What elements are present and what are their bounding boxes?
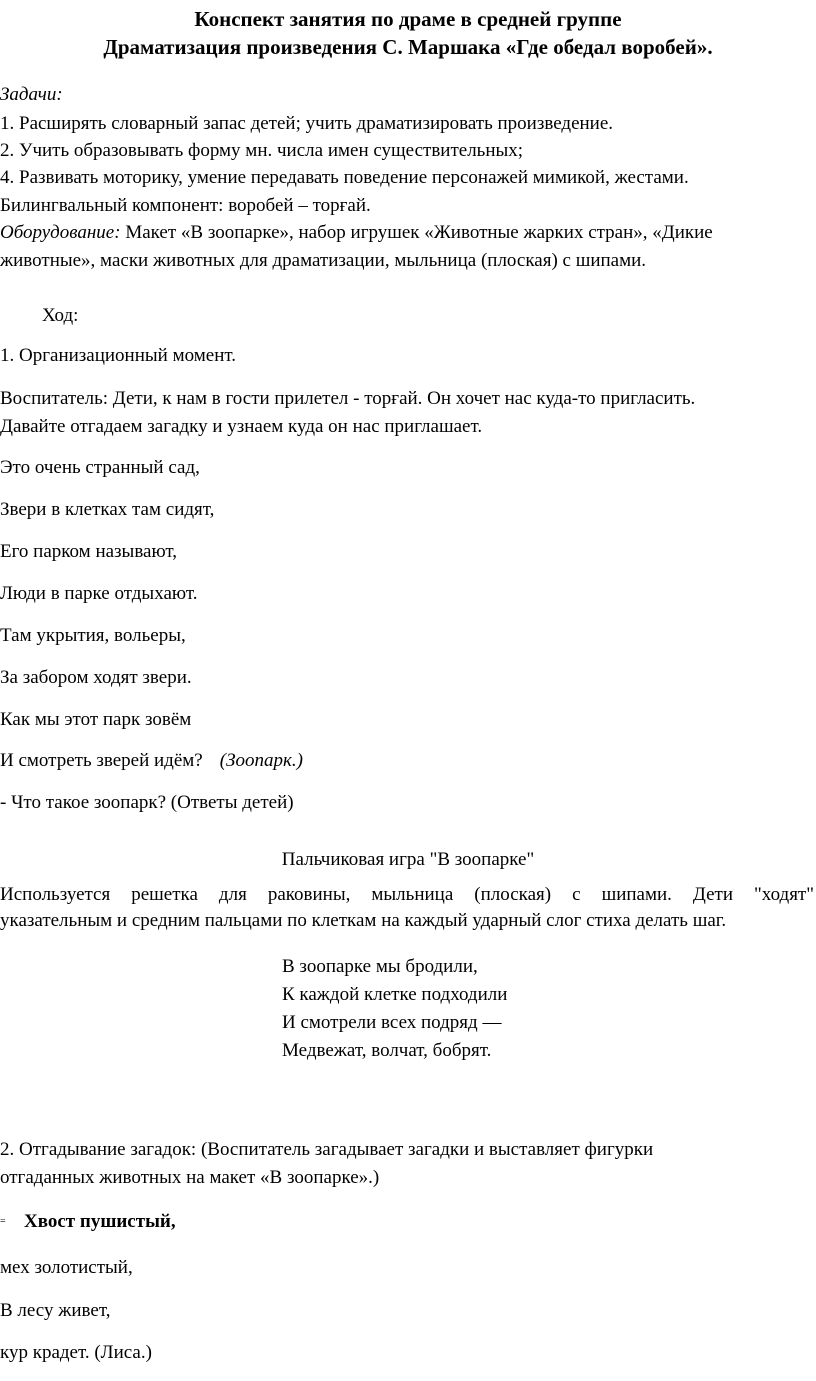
riddle-answer: (Зоопарк.) (219, 750, 303, 771)
document-title-line-1: Конспект занятия по драме в средней группе (194, 7, 622, 31)
riddle-line: За забором ходят звери. (0, 667, 192, 688)
teacher-line-2: Давайте отгадаем загадку и узнаем куда он нас приглашает. (0, 416, 483, 437)
riddle-line: Его парком называют, (0, 541, 178, 562)
finger-game-description-line-2: указательным и средним пальцами по клеткам на каждый ударный слог стиха делать шаг. (0, 910, 727, 931)
riddle-line: Звери в клетках там сидят, (0, 499, 215, 520)
section-1-heading: 1. Организационный момент. (0, 345, 236, 366)
riddle-2-line: мех золотистый, (0, 1257, 133, 1278)
riddle-last-line (0, 747, 303, 774)
task-item-1: 1. Расширять словарный запас детей; учить драматизировать произведение. (0, 113, 614, 134)
finger-game-title: Пальчиковая игра "В зоопарке" (281, 849, 535, 870)
tasks-label: Задачи: (0, 84, 63, 105)
task-item-2: 2. Учить образовывать форму мн. числа имен существительных; (0, 140, 524, 161)
riddle-2-line: кур крадет. (Лиса.) (0, 1342, 152, 1363)
poem-line: В зоопарке мы бродили, (282, 956, 478, 977)
riddle-2-first-text: Хвост пушистый, (24, 1211, 176, 1232)
riddle-line: Как мы этот парк зовём (0, 709, 192, 730)
riddle-2-line: В лесу живет, (0, 1300, 111, 1321)
bilingual-component: Билингвальный компонент: воробей – торғай. (0, 195, 371, 216)
section-2-line-1: 2. Отгадывание загадок: (Воспитатель загадывает загадки и выставляет фигурки (0, 1139, 654, 1160)
riddle-line: Люди в парке отдыхают. (0, 583, 198, 604)
finger-game-description-line-1: Используется решетка для раковины, мыльница (плоская) с шипами. Дети "ходят" (0, 884, 814, 905)
task-item-4: 4. Развивать моторику, умение передавать поведение персонажей мимикой, жестами. (0, 167, 689, 188)
document-title-line-2: Драматизация произведения С. Маршака «Где обедал воробей». (103, 35, 713, 59)
equipment-text: Макет «В зоопарке», набор игрушек «Животные жарких стран», «Дикие (120, 222, 713, 243)
zoo-question: - Что такое зоопарк? (Ответы детей) (0, 792, 294, 813)
equipment-line-2: животные», маски животных для драматизации, мыльница (плоская) с шипами. (0, 250, 647, 271)
teacher-line-1: Воспитатель: Дети, к нам в гости прилетел - торғай. Он хочет нас куда-то пригласить. (0, 388, 696, 409)
riddle-2-first-line (0, 1208, 176, 1236)
progress-heading: Ход: (42, 305, 79, 326)
riddle-last-text: И смотреть зверей идём? (0, 750, 203, 771)
poem-line: И смотрели всех подряд — (282, 1012, 502, 1033)
riddle-line: Это очень странный сад, (0, 457, 200, 478)
poem-line: Медвежат, волчат, бобрят. (282, 1040, 492, 1061)
equipment-line-1 (0, 219, 713, 246)
equipment-label: Оборудование: (0, 222, 121, 243)
bullet-icon: = (0, 1216, 6, 1228)
poem-line: К каждой клетке подходили (282, 984, 508, 1005)
riddle-line: Там укрытия, вольеры, (0, 625, 186, 646)
section-2-line-2: отгаданных животных на макет «В зоопарке».) (0, 1167, 380, 1188)
